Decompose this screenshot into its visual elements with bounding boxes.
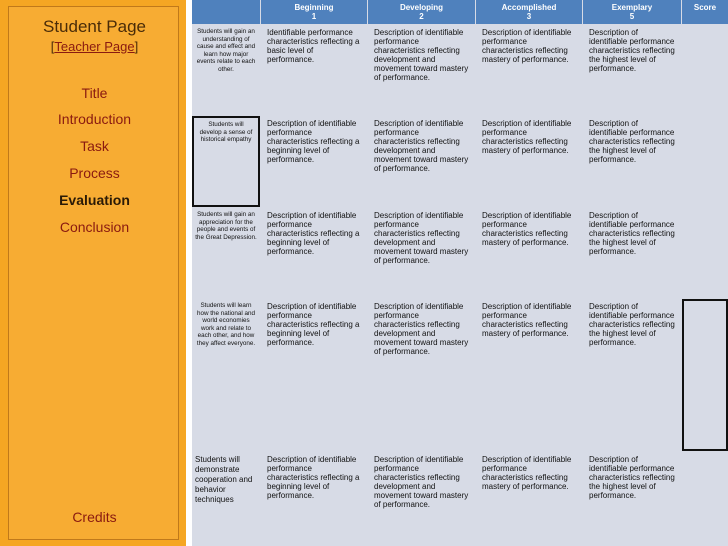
nav-conclusion[interactable]: Conclusion <box>59 219 130 235</box>
developing-cell: Description of identifiable performance characteristics reflecting development and movement toward mastery of performance. <box>368 25 475 115</box>
nav-evaluation[interactable]: Evaluation <box>59 192 130 208</box>
score-cell-selected[interactable] <box>682 299 728 451</box>
score-cell[interactable] <box>682 208 728 298</box>
exemplary-cell: Description of identifiable performance characteristics reflecting the highest level of performance. <box>583 116 681 207</box>
header-developing-label: Developing <box>399 3 444 12</box>
sidebar <box>0 0 186 546</box>
header-developing-score: 2 <box>419 12 424 21</box>
criterion-cell-selected[interactable]: Students will develop a sense of historical empathy <box>192 116 260 207</box>
accomplished-cell: Description of identifiable performance characteristics reflecting mastery of performance. <box>476 299 582 451</box>
header-accomplished-label: Accomplished <box>501 3 557 12</box>
beginning-cell: Description of identifiable performance characteristics reflecting a beginning level of performance. <box>261 116 367 207</box>
developing-cell: Description of identifiable performance characteristics reflecting development and movement toward mastery of performance. <box>368 208 475 298</box>
beginning-cell: Description of identifiable performance characteristics reflecting a beginning level of performance. <box>261 452 367 546</box>
score-cell[interactable] <box>682 25 728 115</box>
header-accomplished-score: 3 <box>526 12 532 21</box>
header-exemplary-label: Exemplary <box>611 3 653 12</box>
rubric-table <box>192 0 728 546</box>
accomplished-cell: Description of identifiable performance characteristics reflecting mastery of performance. <box>476 116 582 207</box>
exemplary-cell: Description of identifiable performance characteristics reflecting the highest level of performance. <box>583 208 681 298</box>
header-accomplished <box>476 0 582 24</box>
nav-introduction[interactable]: Introduction <box>57 111 132 127</box>
nav-credits[interactable]: Credits <box>72 509 117 525</box>
accomplished-cell: Description of identifiable performance characteristics reflecting mastery of performance. <box>476 208 582 298</box>
accomplished-cell: Description of identifiable performance characteristics reflecting mastery of performance. <box>476 452 582 546</box>
developing-cell: Description of identifiable performance characteristics reflecting development and movement toward mastery of performance. <box>368 299 475 451</box>
criterion-cell: Students will demonstrate cooperation and behavior techniques <box>192 452 260 546</box>
nav-task[interactable]: Task <box>80 138 109 154</box>
header-exemplary <box>583 0 681 24</box>
developing-cell: Description of identifiable performance characteristics reflecting development and movement toward mastery of performance. <box>368 452 475 546</box>
header-developing <box>368 0 475 24</box>
nav-process[interactable]: Process <box>69 165 120 181</box>
beginning-cell: Identifiable performance characteristics reflecting a basic level of performance. <box>261 25 367 115</box>
bracket-open: [ <box>50 39 55 54</box>
bracket-close: ] <box>134 39 139 54</box>
header-beginning-label: Beginning <box>294 3 334 12</box>
nav-title[interactable]: Title <box>81 85 108 101</box>
sidebar-panel <box>8 6 179 540</box>
criterion-cell: Students will gain an understanding of cause and effect and learn how major events relate to each other. <box>192 25 260 115</box>
header-beginning-score: 1 <box>311 12 317 21</box>
page-title: Student Page <box>42 17 147 36</box>
accomplished-cell: Description of identifiable performance characteristics reflecting mastery of performance. <box>476 25 582 115</box>
beginning-cell: Description of identifiable performance characteristics reflecting a beginning level of performance. <box>261 208 367 298</box>
exemplary-cell: Description of identifiable performance characteristics reflecting the highest level of performance. <box>583 25 681 115</box>
header-criteria <box>192 0 260 24</box>
teacher-page-link[interactable]: Teacher Page <box>54 39 135 54</box>
developing-cell: Description of identifiable performance characteristics reflecting development and movement toward mastery of performance. <box>368 116 475 207</box>
beginning-cell: Description of identifiable performance characteristics reflecting a beginning level of performance. <box>261 299 367 451</box>
criterion-cell: Students will gain an appreciation for the people and events of the Great Depression. <box>192 208 260 298</box>
criterion-cell: Students will learn how the national and world economies work and relate to each other, and how they affect everyone. <box>192 299 260 451</box>
score-cell[interactable] <box>682 452 728 546</box>
exemplary-cell: Description of identifiable performance characteristics reflecting the highest level of performance. <box>583 299 681 451</box>
exemplary-cell: Description of identifiable performance characteristics reflecting the highest level of performance. <box>583 452 681 546</box>
header-exemplary-score: 5 <box>629 12 635 21</box>
header-score: Score <box>682 0 728 24</box>
header-beginning <box>261 0 367 24</box>
score-cell[interactable] <box>682 116 728 207</box>
teacher-page-line <box>9 39 180 54</box>
